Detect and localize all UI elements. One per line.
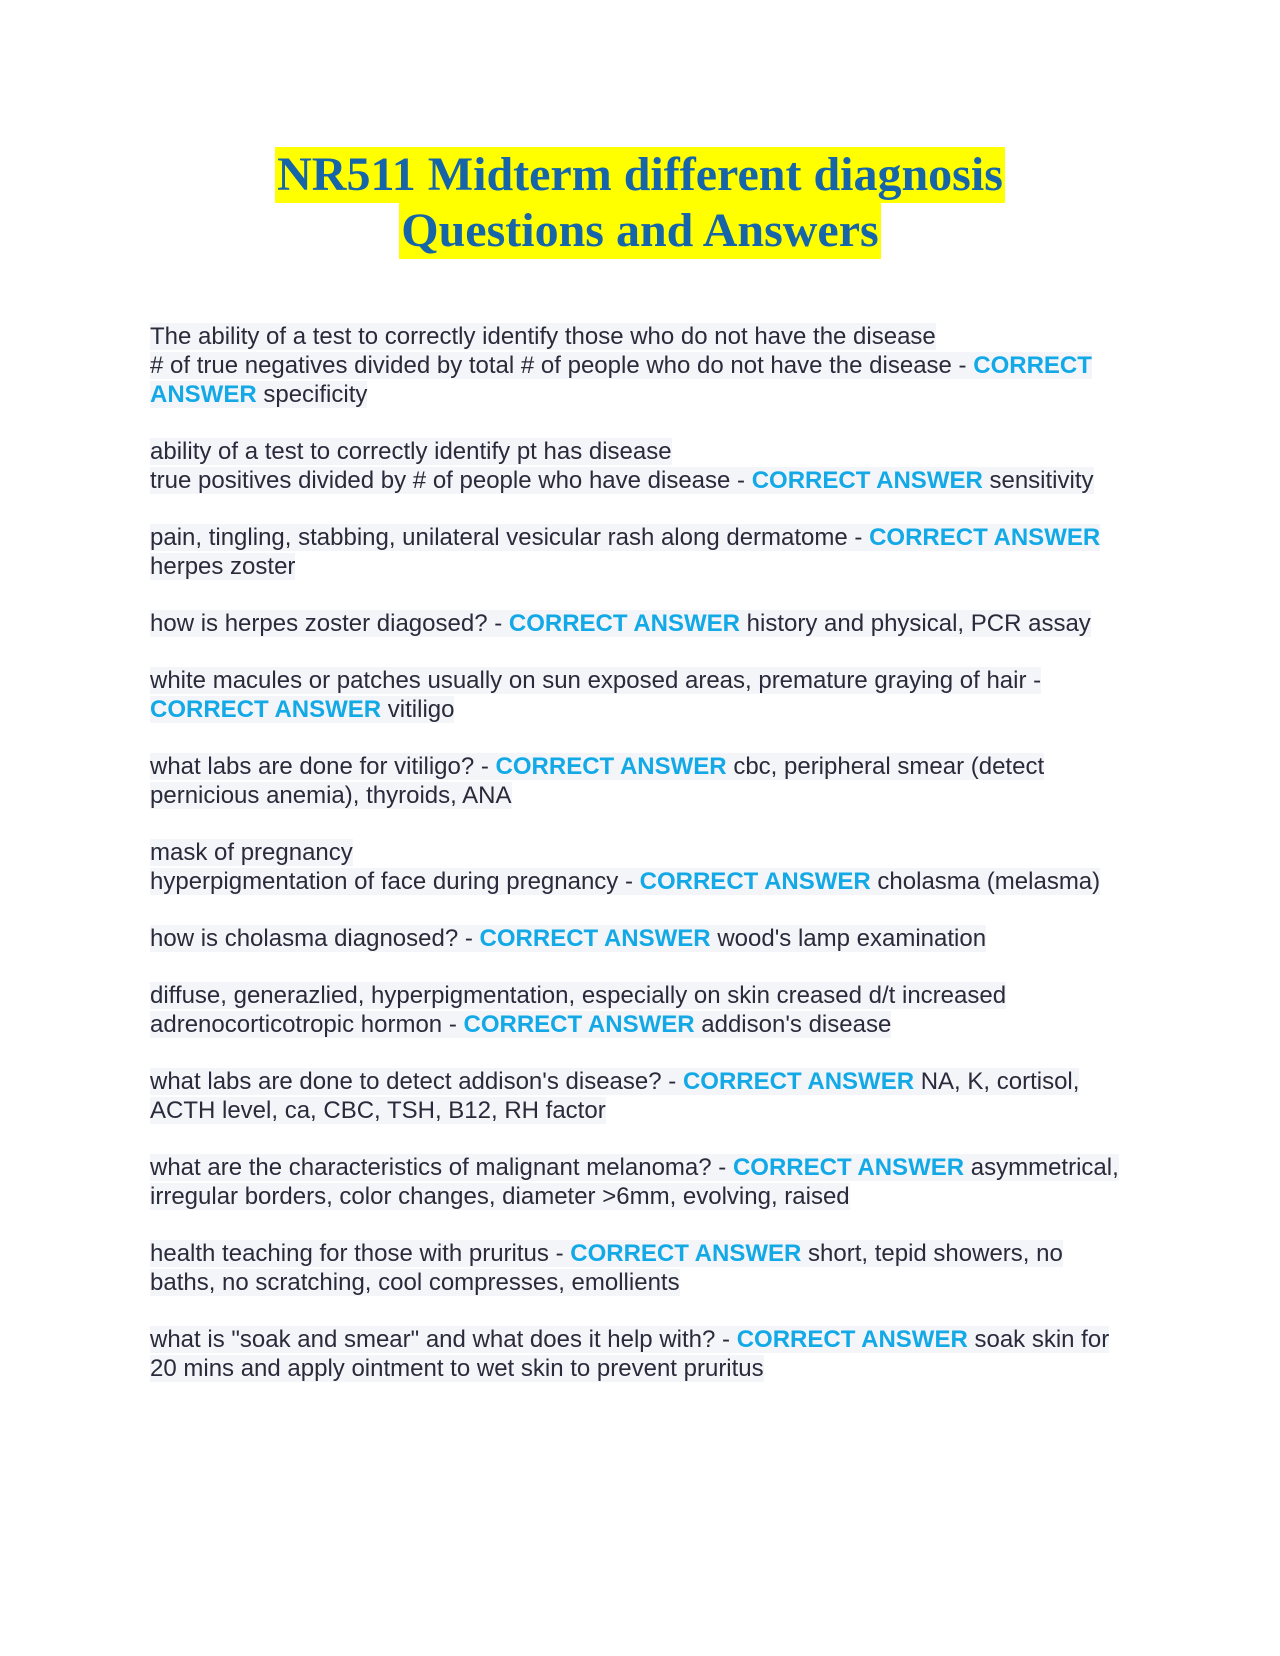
answer-text: NA, K, cortisol, ACTH level, ca, CBC, TSH, B12, RH factor bbox=[150, 1068, 1080, 1124]
qa-item bbox=[150, 924, 1130, 953]
question-text: how is herpes zoster diagosed? - bbox=[150, 610, 503, 637]
question-text: how is cholasma diagnosed? - bbox=[150, 925, 473, 952]
question-text: what are the characteristics of malignant melanoma? - bbox=[150, 1154, 727, 1181]
question-text: what is "soak and smear" and what does it help with? - bbox=[150, 1326, 731, 1353]
correct-answer-label: CORRECT ANSWER bbox=[508, 610, 740, 637]
qa-item bbox=[150, 1153, 1130, 1211]
answer-text: sensitivity bbox=[989, 467, 1094, 494]
correct-answer-label: CORRECT ANSWER bbox=[463, 1011, 695, 1038]
qa-item bbox=[150, 1067, 1130, 1125]
correct-answer-label: CORRECT ANSWER bbox=[751, 467, 983, 494]
correct-answer-label: CORRECT ANSWER bbox=[495, 753, 727, 780]
qa-item bbox=[150, 322, 1130, 409]
question-text: hyperpigmentation of face during pregnancy - bbox=[150, 868, 633, 895]
answer-text: short, tepid showers, no baths, no scratching, cool compresses, emollients bbox=[150, 1240, 1063, 1296]
answer-text: herpes zoster bbox=[150, 553, 296, 580]
answer-text: history and physical, PCR assay bbox=[746, 610, 1091, 637]
correct-answer-label: CORRECT ANSWER bbox=[682, 1068, 915, 1095]
answer-text: vitiligo bbox=[387, 696, 455, 723]
qa-item bbox=[150, 752, 1130, 810]
qa-item bbox=[150, 437, 1130, 495]
question-text: white macules or patches usually on sun exposed areas, premature graying of hair - bbox=[150, 667, 1042, 694]
correct-answer-label: CORRECT ANSWER bbox=[732, 1154, 965, 1181]
question-text: # of true negatives divided by total # of people who do not have the disease - bbox=[150, 352, 967, 379]
correct-answer-label: CORRECT ANSWER bbox=[570, 1240, 802, 1267]
document-title bbox=[0, 147, 1280, 259]
answer-text: cholasma (melasma) bbox=[877, 868, 1101, 895]
title-line-2: Questions and Answers bbox=[401, 204, 879, 257]
answer-text: soak skin for 20 mins and apply ointment to wet skin to prevent pruritus bbox=[150, 1326, 1110, 1382]
qa-item bbox=[150, 1239, 1130, 1297]
qa-item bbox=[150, 666, 1130, 724]
correct-answer-label: CORRECT ANSWER bbox=[639, 868, 871, 895]
qa-item bbox=[150, 838, 1130, 896]
correct-answer-label: CORRECT ANSWER bbox=[150, 696, 382, 723]
question-text: The ability of a test to correctly identify those who do not have the disease bbox=[150, 323, 936, 350]
question-text: health teaching for those with pruritus - bbox=[150, 1240, 564, 1267]
question-text: pain, tingling, stabbing, unilateral vesicular rash along dermatome - bbox=[150, 524, 863, 551]
correct-answer-label: CORRECT ANSWER bbox=[736, 1326, 968, 1353]
answer-text: cbc, peripheral smear (detect pernicious anemia), thyroids, ANA bbox=[150, 753, 1045, 809]
qa-item bbox=[150, 609, 1130, 638]
correct-answer-label: CORRECT ANSWER bbox=[479, 925, 711, 952]
qa-item bbox=[150, 981, 1130, 1039]
correct-answer-label: CORRECT ANSWER bbox=[869, 524, 1101, 551]
question-text: what labs are done for vitiligo? - bbox=[150, 753, 489, 780]
qa-item bbox=[150, 523, 1130, 581]
correct-answer-label: CORRECT ANSWER bbox=[150, 352, 1092, 408]
question-text: ability of a test to correctly identify pt has disease bbox=[150, 438, 672, 465]
answer-text: asymmetrical, irregular borders, color changes, diameter >6mm, evolving, raised bbox=[150, 1154, 1119, 1210]
answer-text: addison's disease bbox=[701, 1011, 892, 1038]
question-text: what labs are done to detect addison's disease? - bbox=[150, 1068, 677, 1095]
title-line-1: NR511 Midterm different diagnosis bbox=[277, 148, 1003, 201]
question-text: diffuse, generazlied, hyperpigmentation, especially on skin creased d/t increased adrenocorticotropic hormon - bbox=[150, 982, 1007, 1038]
qa-list bbox=[150, 322, 1130, 1411]
question-text: true positives divided by # of people who have disease - bbox=[150, 467, 746, 494]
question-text: mask of pregnancy bbox=[150, 839, 353, 866]
answer-text: wood's lamp examination bbox=[717, 925, 987, 952]
qa-item bbox=[150, 1325, 1130, 1383]
answer-text: specificity bbox=[263, 381, 368, 408]
